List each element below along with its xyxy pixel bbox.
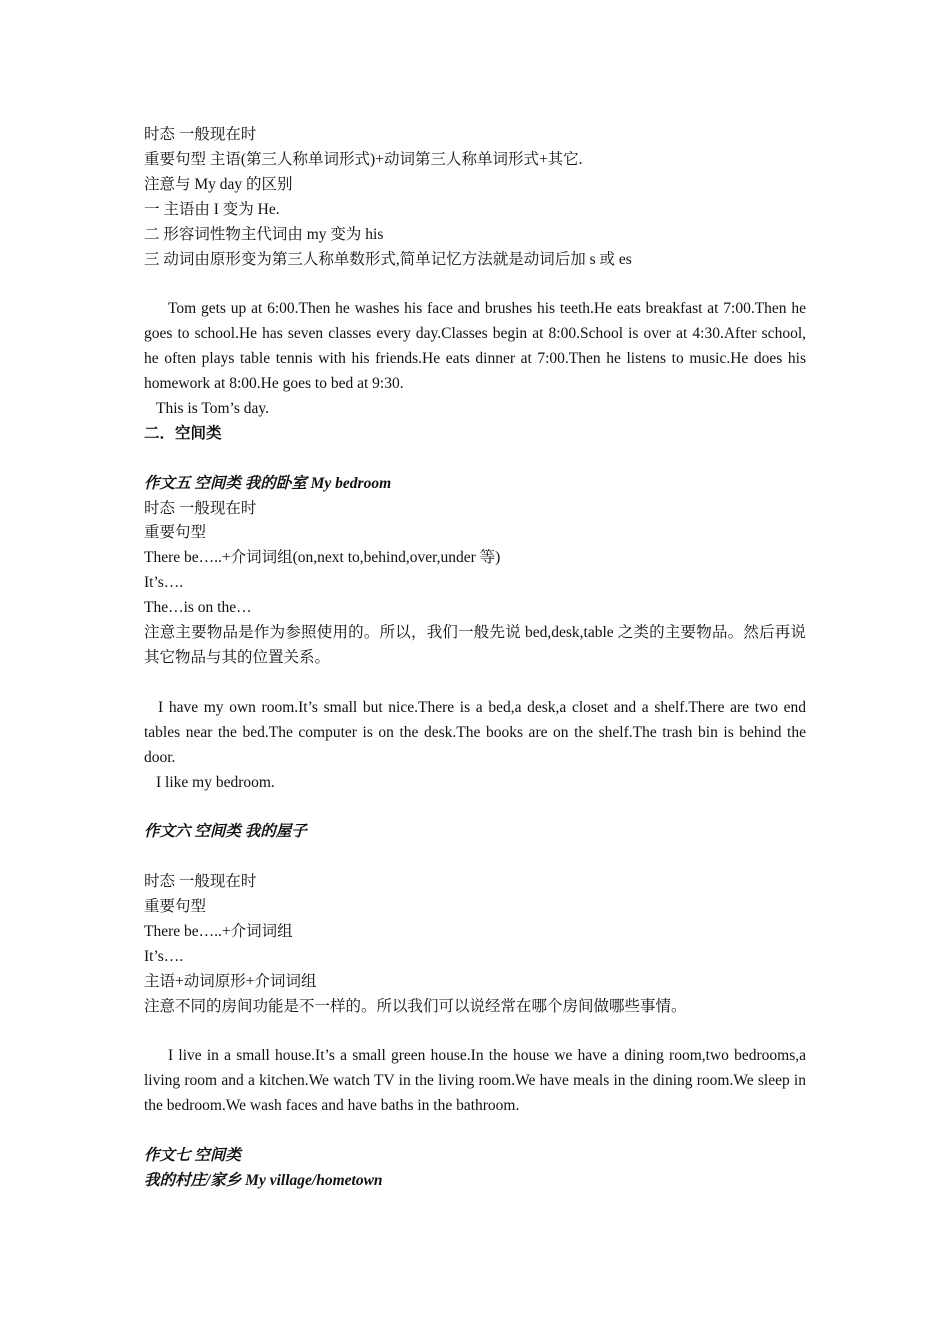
essay-subtitle: 我的村庄/家乡 My village/hometown: [144, 1171, 383, 1189]
text-line: It’s….: [144, 574, 184, 592]
document-page: [144, 123, 806, 1194]
text-line: 主语+动词原形+介词词组: [144, 972, 317, 990]
essay-title: 作文五 空间类 我的卧室 My bedroom: [144, 474, 392, 492]
text-line: 二 形容词性物主代词由 my 变为 his: [144, 225, 384, 243]
text-line: 一 主语由 I 变为 He.: [144, 200, 280, 218]
text-line: 三 动词由原形变为第三人称单数形式,简单记忆方法就是动词后加 s 或 es: [144, 250, 632, 268]
note-paragraph: 注意主要物品是作为参照使用的。所以，我们一般先说 bed,desk,table 之类的主要物品。然后再说其它物品与其的位置关系。: [144, 624, 806, 666]
essay-closing: I like my bedroom.: [156, 773, 275, 791]
text-line: It’s….: [144, 947, 184, 965]
text-line: 注意不同的房间功能是不一样的。所以我们可以说经常在哪个房间做哪些事情。: [144, 997, 687, 1015]
text-line: 时态 一般现在时: [144, 873, 257, 891]
essay-closing: This is Tom’s day.: [156, 399, 270, 417]
essay-title: 作文六 空间类 我的屋子: [144, 823, 307, 841]
section-heading: 二．空间类: [144, 424, 222, 442]
essay-paragraph: I live in a small house.It’s a small green house.In the house we have a dining room,two bedrooms,a living room and a kitchen.We watch TV in the living room.We have meals in the dining room.We sleep in the bedroom.We wash faces and have baths in the bathroom.: [144, 1047, 806, 1115]
text-line: 重要句型 主语(第三人称单词形式)+动词第三人称单词形式+其它.: [144, 150, 583, 168]
text-line: 时态 一般现在时: [144, 126, 257, 143]
essay-title: 作文七 空间类: [144, 1147, 241, 1165]
text-line: 时态 一般现在时: [144, 499, 257, 517]
text-line: There be…..+介词词组(on,next to,behind,over,under 等): [144, 549, 501, 567]
text-line: 重要句型: [144, 898, 207, 916]
text-line: The…is on the…: [144, 599, 252, 617]
essay-paragraph: Tom gets up at 6:00.Then he washes his face and brushes his teeth.He eats breakfast at 7:00.Then he goes to school.He has seven classes every day.Classes begin at 8:00.School is over at 4:30.After school, he often plays table tennis with his friends.He eats dinner at 7:00.Then he listens to music.He does his homework at 8:00.He goes to bed at 9:30.: [144, 300, 806, 393]
text-line: 重要句型: [144, 524, 207, 542]
text-line: There be…..+介词词组: [144, 922, 293, 940]
text-line: 注意与 My day 的区别: [144, 175, 293, 193]
essay-paragraph: I have my own room.It’s small but nice.There is a bed,a desk,a closet and a shelf.There are two end tables near the bed.The computer is on the desk.The books are on the shelf.The trash bin is behind the door.: [144, 698, 806, 766]
